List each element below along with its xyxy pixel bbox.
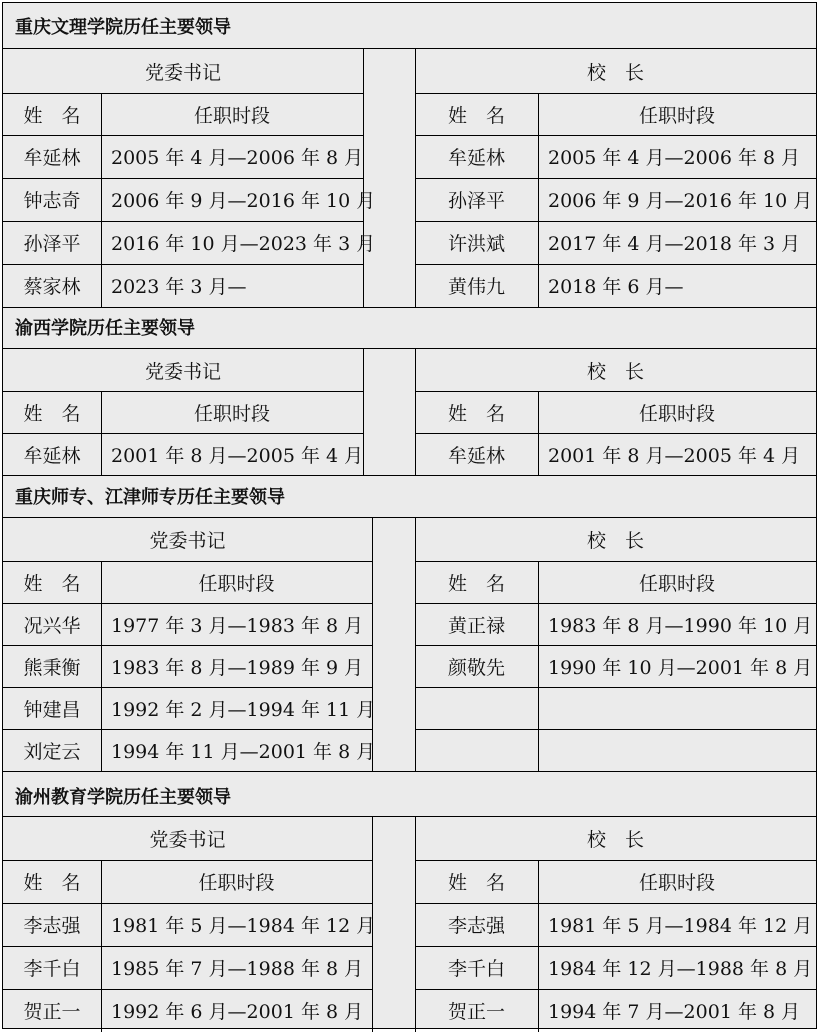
- president-period: 2005 年 4 月—2006 年 8 月: [548, 147, 801, 169]
- secretary-period: 2016 年 10 月—2023 年 3 月: [111, 233, 376, 255]
- secretary-period: 1992 年 6 月—2001 年 8 月: [111, 1001, 364, 1023]
- secretary-period: 1977 年 3 月—1983 年 8 月: [111, 614, 364, 637]
- name-column-header: 姓 名: [23, 104, 81, 127]
- name-column-header: 姓 名: [447, 572, 505, 595]
- president-period: 2001 年 8 月—2005 年 4 月: [548, 444, 801, 467]
- secretary-period: 2006 年 9 月—2016 年 10 月: [111, 190, 376, 212]
- president-period: 2017 年 4 月—2018 年 3 月: [548, 233, 801, 255]
- secretary-name: 蔡家林: [23, 276, 81, 298]
- period-column-header: 任职时段: [638, 872, 715, 894]
- president-period: 1981 年 5 月—1984 年 12 月: [548, 915, 813, 937]
- rule-line: [415, 687, 816, 688]
- section-title: 渝西学院历任主要领导: [3, 305, 816, 349]
- secretary-name: 刘定云: [23, 740, 81, 763]
- secretary-period: 2023 年 3 月—: [111, 276, 247, 298]
- secretary-name: 熊秉衡: [23, 656, 81, 679]
- secretary-name: 况兴华: [23, 614, 81, 637]
- secretary-name: 李志强: [23, 915, 81, 937]
- period-column-header: 任职时段: [638, 572, 715, 595]
- period-column-header: 任职时段: [198, 572, 275, 595]
- secretary-group-header: 党委书记: [149, 530, 226, 552]
- secretary-period: 2005 年 4 月—2006 年 8 月: [111, 147, 364, 169]
- secretary-period: 1983 年 8 月—1989 年 9 月: [111, 656, 364, 679]
- secretary-period: 1994 年 11 月—2001 年 8 月: [111, 740, 376, 763]
- president-name: 贺正一: [447, 1001, 505, 1023]
- secretary-group-header: 党委书记: [149, 829, 226, 851]
- president-name: 黄正禄: [447, 614, 505, 637]
- president-group-header: 校 长: [586, 360, 644, 383]
- leaders-document: [2, 2, 817, 1029]
- period-column-header: 任职时段: [193, 104, 270, 127]
- president-period: 1994 年 7 月—2001 年 8 月: [548, 1001, 801, 1023]
- president-name: 李千白: [447, 958, 505, 980]
- column-divider: [363, 49, 364, 307]
- column-divider: [363, 349, 364, 475]
- secretary-period: 1981 年 5 月—1984 年 12 月: [111, 915, 376, 937]
- secretary-name: 牟延林: [23, 147, 81, 169]
- name-column-header: 姓 名: [447, 872, 505, 894]
- secretary-name: 李千白: [23, 958, 81, 980]
- president-period: 1983 年 8 月—1990 年 10 月: [548, 614, 813, 637]
- president-period: 2006 年 9 月—2016 年 10 月: [548, 190, 813, 212]
- president-period: 1990 年 10 月—2001 年 8 月: [548, 656, 813, 679]
- column-divider: [372, 518, 373, 771]
- name-column-header: 姓 名: [23, 572, 81, 595]
- president-name: 孙泽平: [447, 190, 505, 212]
- period-column-header: 任职时段: [638, 104, 715, 127]
- president-name: 颜敬先: [447, 656, 505, 679]
- period-column-header: 任职时段: [193, 402, 270, 425]
- president-period: 1984 年 12 月—1988 年 8 月: [548, 958, 813, 980]
- president-group-header: 校 长: [586, 530, 644, 552]
- name-column-header: 姓 名: [23, 402, 81, 425]
- secretary-period: 1992 年 2 月—1994 年 11 月: [111, 698, 376, 721]
- secretary-group-header: 党委书记: [144, 360, 221, 383]
- section-title: 重庆文理学院历任主要领导: [3, 3, 816, 49]
- secretary-name: 贺正一: [23, 1001, 81, 1023]
- president-group-header: 校 长: [586, 829, 644, 851]
- president-name: 李志强: [447, 915, 505, 937]
- rule-line: [415, 729, 816, 730]
- president-name: 黄伟九: [447, 276, 505, 298]
- secretary-period: 2001 年 8 月—2005 年 4 月: [111, 444, 364, 467]
- secretary-period: 1985 年 7 月—1988 年 8 月: [111, 958, 364, 980]
- president-name: 牟延林: [447, 147, 505, 169]
- president-group-header: 校 长: [586, 61, 644, 84]
- period-column-header: 任职时段: [198, 872, 275, 894]
- name-column-header: 姓 名: [23, 872, 81, 894]
- president-period: 2018 年 6 月—: [548, 276, 684, 298]
- president-name: 牟延林: [447, 444, 505, 467]
- name-column-header: 姓 名: [447, 104, 505, 127]
- secretary-name: 钟建昌: [23, 698, 81, 721]
- section-divider: [3, 771, 816, 772]
- president-name: 许洪斌: [447, 233, 505, 255]
- period-column-header: 任职时段: [638, 402, 715, 425]
- section-title: 重庆师专、江津师专历任主要领导: [3, 475, 816, 518]
- secretary-group-header: 党委书记: [144, 61, 221, 84]
- secretary-name: 钟志奇: [23, 190, 81, 212]
- secretary-name: 牟延林: [23, 444, 81, 467]
- secretary-name: 孙泽平: [23, 233, 81, 255]
- name-column-header: 姓 名: [447, 402, 505, 425]
- section-title: 渝州教育学院历任主要领导: [3, 775, 816, 817]
